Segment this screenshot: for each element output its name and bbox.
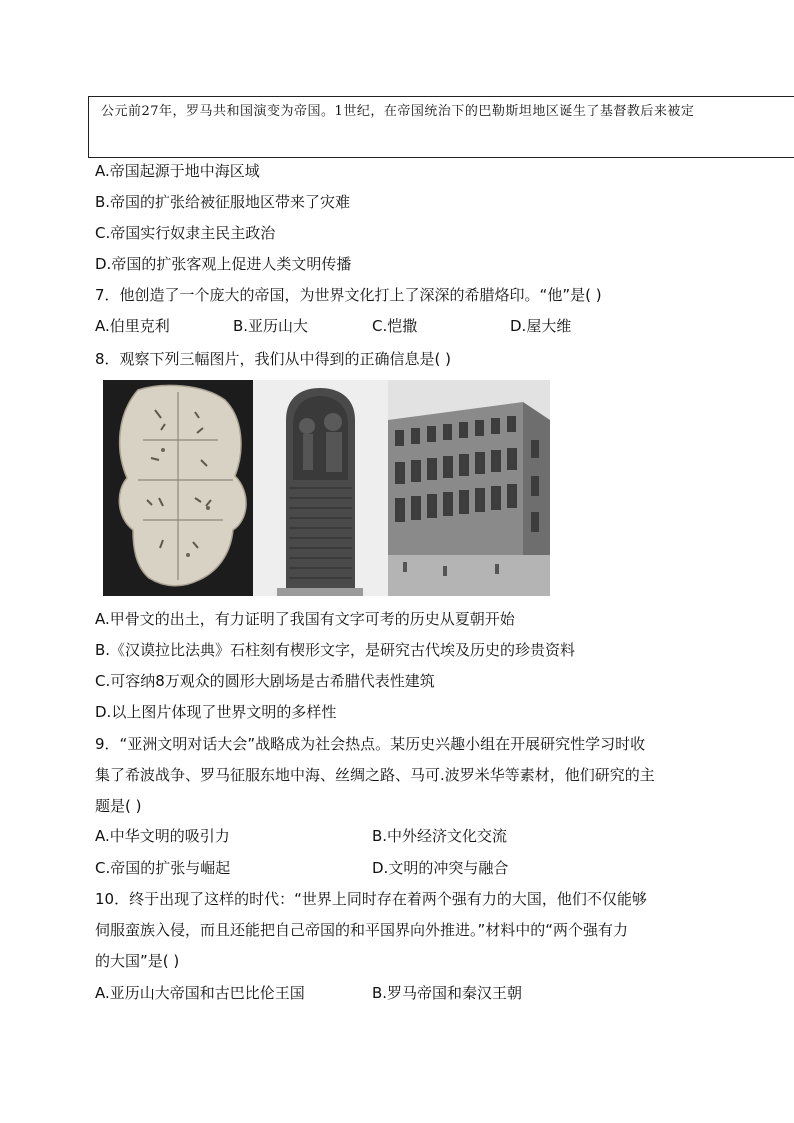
colosseum-image <box>388 380 550 596</box>
q6-option-b: B.帝国的扩张给被征服地区带来了灾难 <box>95 193 351 211</box>
q10-option-b: B.罗马帝国和秦汉王朝 <box>372 984 523 1002</box>
q10-stem-line-3: 的大国”是( ) <box>95 952 180 970</box>
q9-option-d: D.文明的冲突与融合 <box>372 859 509 877</box>
q10-stem-line-2: 伺服蛮族入侵，而且还能把自己帝国的和平国界向外推进。”材料中的“两个强有力 <box>95 921 629 939</box>
q7-option-b: B.亚历山大 <box>233 317 309 335</box>
q7-option-d: D.屋大维 <box>510 317 572 335</box>
q9-stem-line-3: 题是( ) <box>95 797 142 815</box>
hammurabi-stele-image <box>253 380 388 596</box>
q8-image-strip <box>103 380 550 596</box>
q8-option-d: D.以上图片体现了世界文明的多样性 <box>95 703 337 721</box>
q9-option-a: A.中华文明的吸引力 <box>95 827 230 845</box>
q6-option-a: A.帝国起源于地中海区域 <box>95 162 260 180</box>
q9-option-b: B.中外经济文化交流 <box>372 827 508 845</box>
q9-stem-line-1: 9．“亚洲文明对话大会”战略成为社会热点。某历史兴趣小组在开展研究性学习时收 <box>95 735 646 753</box>
q8-option-a: A.甲骨文的出土，有力证明了我国有文字可考的历史从夏朝开始 <box>95 610 515 628</box>
q7-option-a: A.伯里克利 <box>95 317 170 335</box>
q6-option-d: D.帝国的扩张客观上促进人类文明传播 <box>95 255 352 273</box>
q6-option-c: C.帝国实行奴隶主民主政治 <box>95 224 276 242</box>
q10-stem-line-1: 10．终于出现了这样的时代：“世界上同时存在着两个强有力的大国，他们不仅能够 <box>95 890 647 908</box>
material-box <box>88 96 794 158</box>
q7-stem: 7．他创造了一个庞大的帝国，为世界文化打上了深深的希腊烙印。“他”是( ) <box>95 286 602 304</box>
q10-option-a: A.亚历山大帝国和古巴比伦王国 <box>95 984 305 1002</box>
q7-option-c: C.恺撒 <box>372 317 418 335</box>
q8-stem: 8．观察下列三幅图片，我们从中得到的正确信息是( ) <box>95 350 452 368</box>
oracle-bone-image <box>103 380 253 596</box>
q9-option-c: C.帝国的扩张与崛起 <box>95 859 231 877</box>
q8-option-b: B.《汉谟拉比法典》石柱刻有楔形文字，是研究古代埃及历史的珍贵资料 <box>95 641 576 659</box>
q8-option-c: C.可容纳8万观众的圆形大剧场是古希腊代表性建筑 <box>95 672 435 690</box>
q9-stem-line-2: 集了希波战争、罗马征服东地中海、丝绸之路、马可.波罗米华等素材，他们研究的主 <box>95 766 655 784</box>
material-text: 公元前27年，罗马共和国演变为帝国。1世纪，在帝国统治下的巴勒斯坦地区诞生了基督教后来被定 <box>101 104 695 119</box>
